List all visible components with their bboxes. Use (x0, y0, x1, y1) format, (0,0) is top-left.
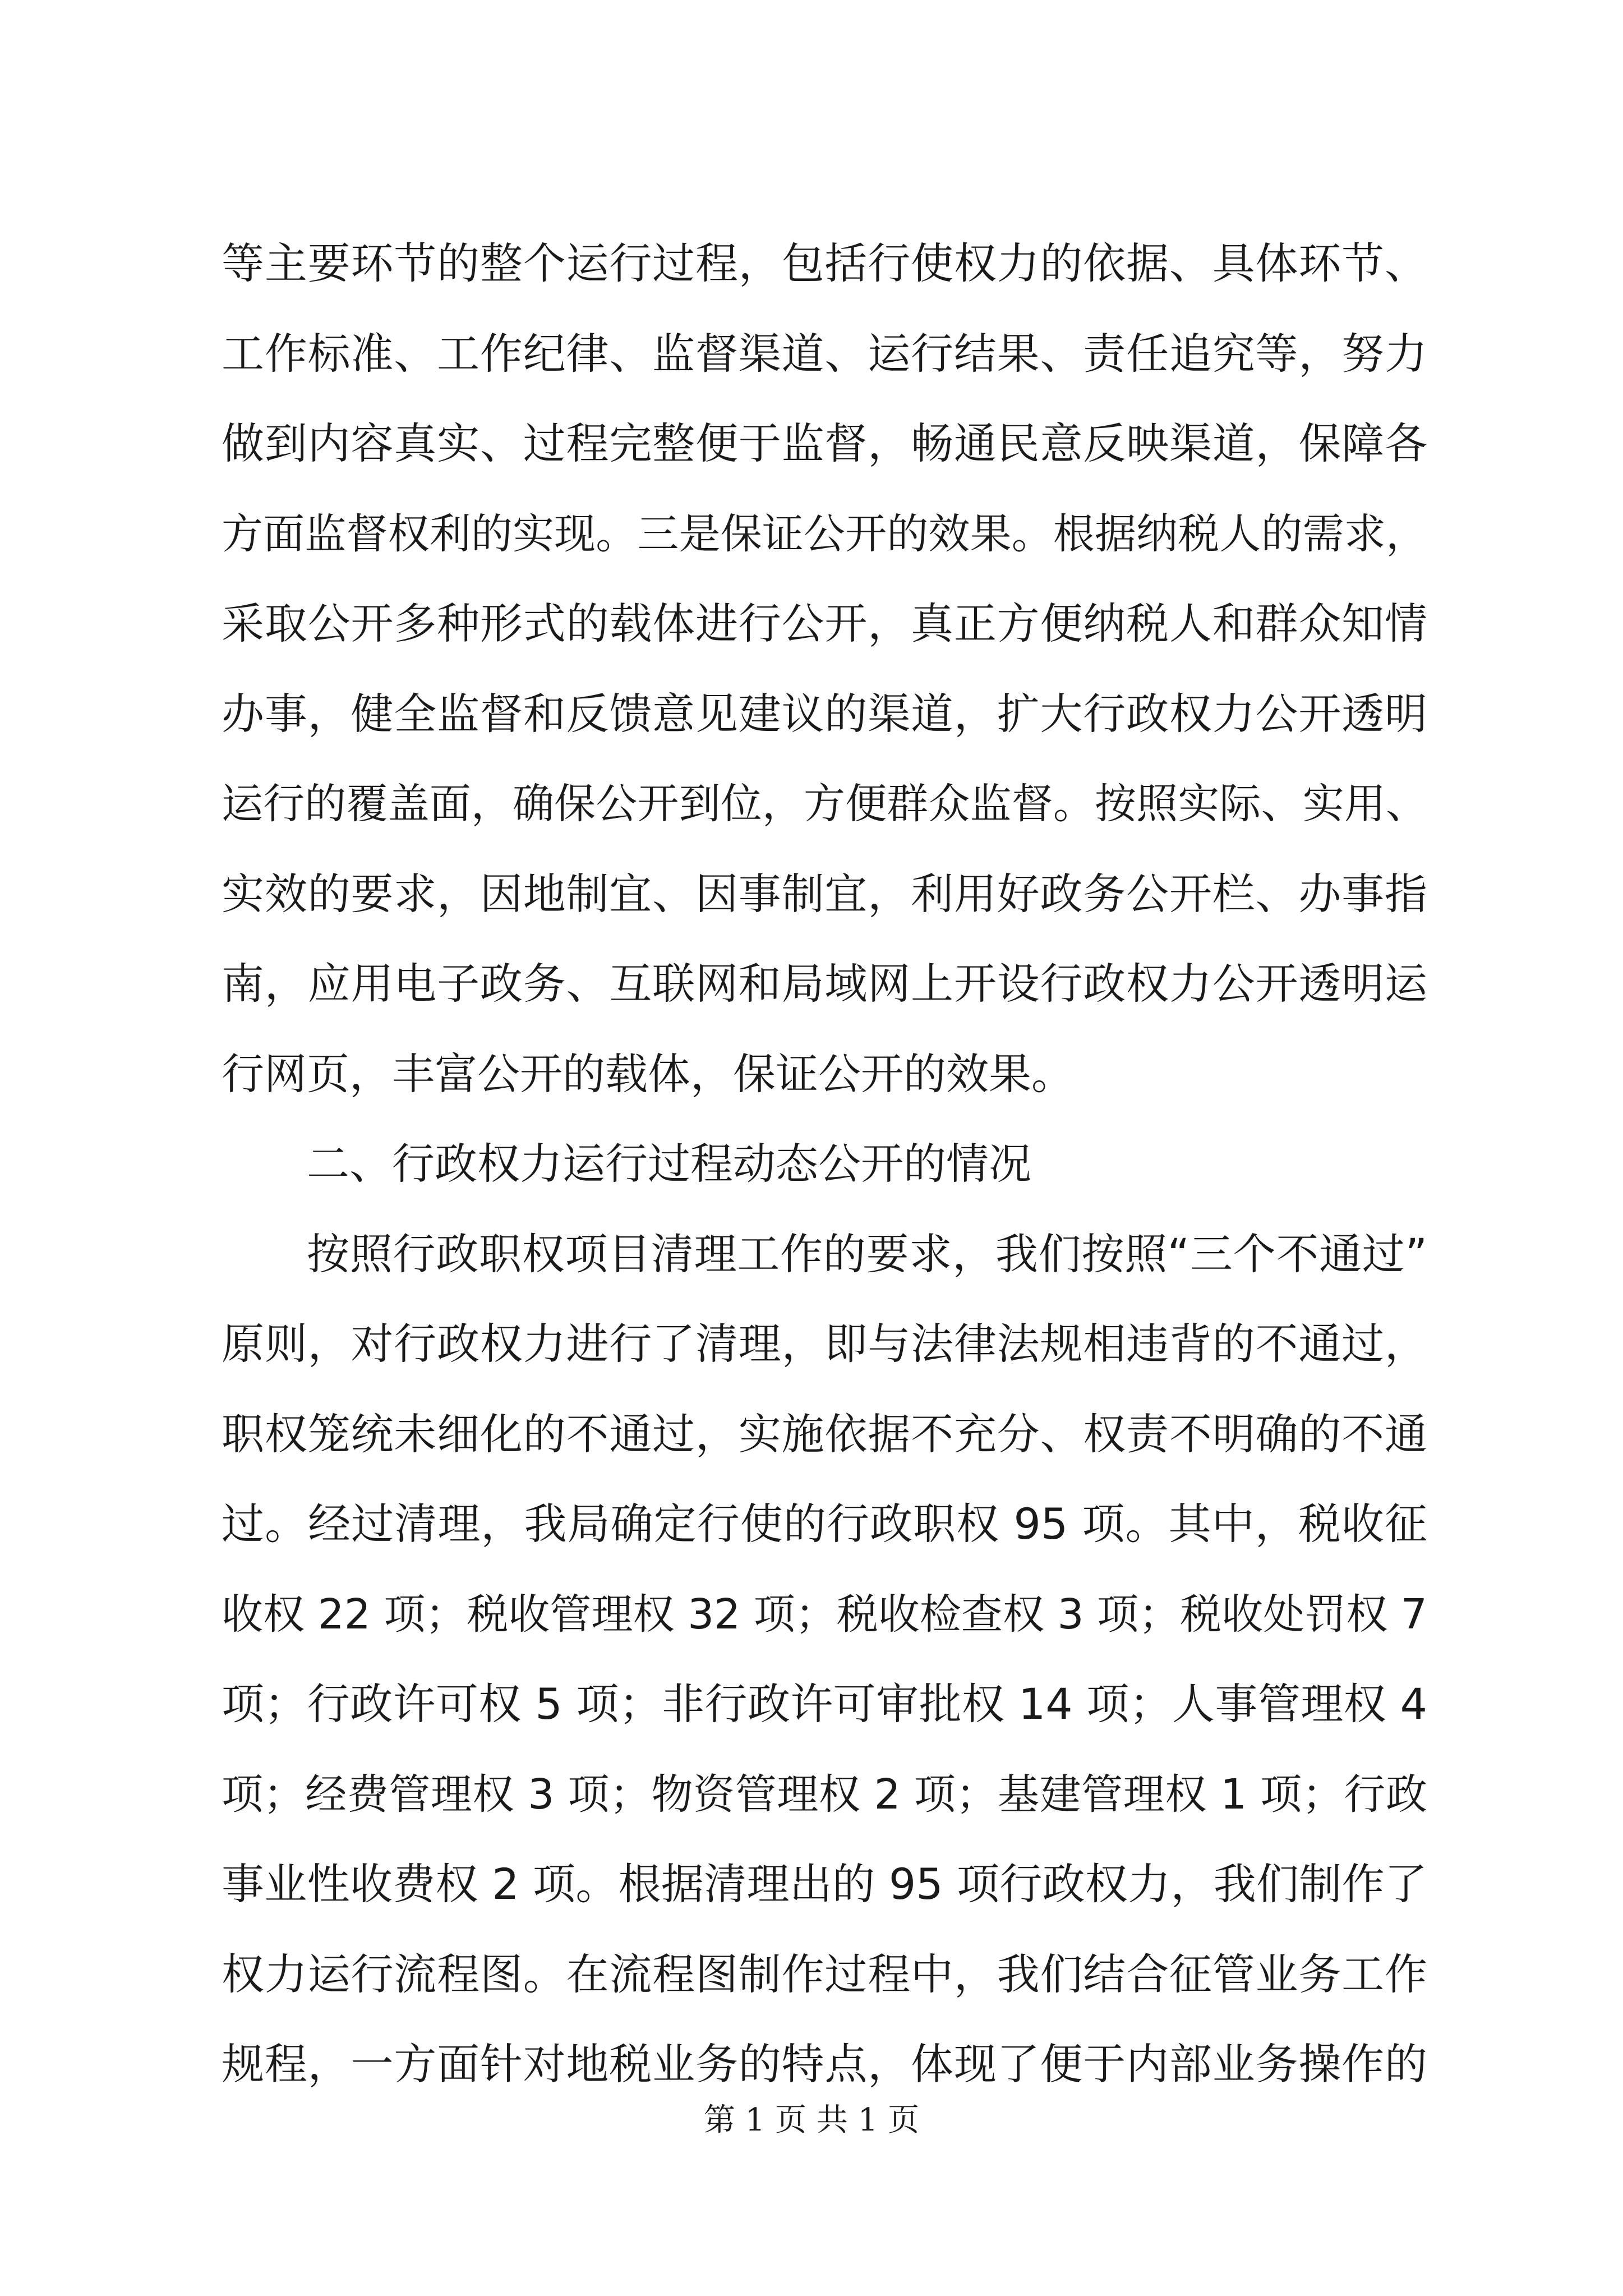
text-line: 收权 22 项；税收管理权 32 项；税收检查权 3 项；税收处罚权 7 (222, 1590, 1427, 1639)
body-text (222, 219, 1427, 2110)
text-line: 项；经费管理权 3 项；物资管理权 2 项；基建管理权 1 项；行政 (222, 1770, 1427, 1819)
text-line: 采取公开多种形式的载体进行公开，真正方便纳税人和群众知情 (222, 599, 1427, 648)
text-line: 办事，健全监督和反馈意见建议的渠道，扩大行政权力公开透明 (222, 688, 1427, 739)
text-line: 运行的覆盖面，确保公开到位，方便群众监督。按照实际、实用、 (222, 780, 1427, 828)
section-heading: 二、行政权力运行过程动态公开的情况 (307, 1139, 1031, 1189)
text-line: 按照行政职权项目清理工作的要求，我们按照“三个不通过” (307, 1228, 1427, 1279)
text-line: 过。经过清理，我局确定行使的行政职权 95 项。其中，税收征 (222, 1499, 1427, 1549)
text-line: 南，应用电子政务、互联网和局域网上开设行政权力公开透明运 (222, 959, 1427, 1009)
text-line: 实效的要求，因地制宜、因事制宜，利用好政务公开栏、办事指 (222, 868, 1427, 919)
text-line: 权力运行流程图。在流程图制作过程中，我们结合征管业务工作 (222, 1949, 1427, 1999)
text-line: 方面监督权利的实现。三是保证公开的效果。根据纳税人的需求， (222, 509, 1427, 558)
text-line: 规程，一方面针对地税业务的特点，体现了便于内部业务操作的 (222, 2039, 1427, 2089)
text-line: 工作标准、工作纪律、监督渠道、运行结果、责任追究等，努力 (222, 328, 1427, 379)
text-line: 事业性收费权 2 项。根据清理出的 95 项行政权力，我们制作了 (222, 1859, 1427, 1909)
text-line: 做到内容真实、过程完整便于监督，畅通民意反映渠道，保障各 (222, 418, 1427, 468)
text-line: 原则，对行政权力进行了清理，即与法律法规相违背的不通过， (222, 1319, 1427, 1369)
text-line: 等主要环节的整个运行过程，包括行使权力的依据、具体环节、 (222, 238, 1427, 288)
text-line: 行网页，丰富公开的载体，保证公开的效果。 (222, 1048, 1074, 1099)
text-line: 项；行政许可权 5 项；非行政许可审批权 14 项；人事管理权 4 (222, 1679, 1427, 1729)
page-footer: 第 1 页 共 1 页 (703, 2102, 920, 2138)
text-line: 职权笼统未细化的不通过，实施依据不充分、权责不明确的不通 (222, 1409, 1427, 1459)
